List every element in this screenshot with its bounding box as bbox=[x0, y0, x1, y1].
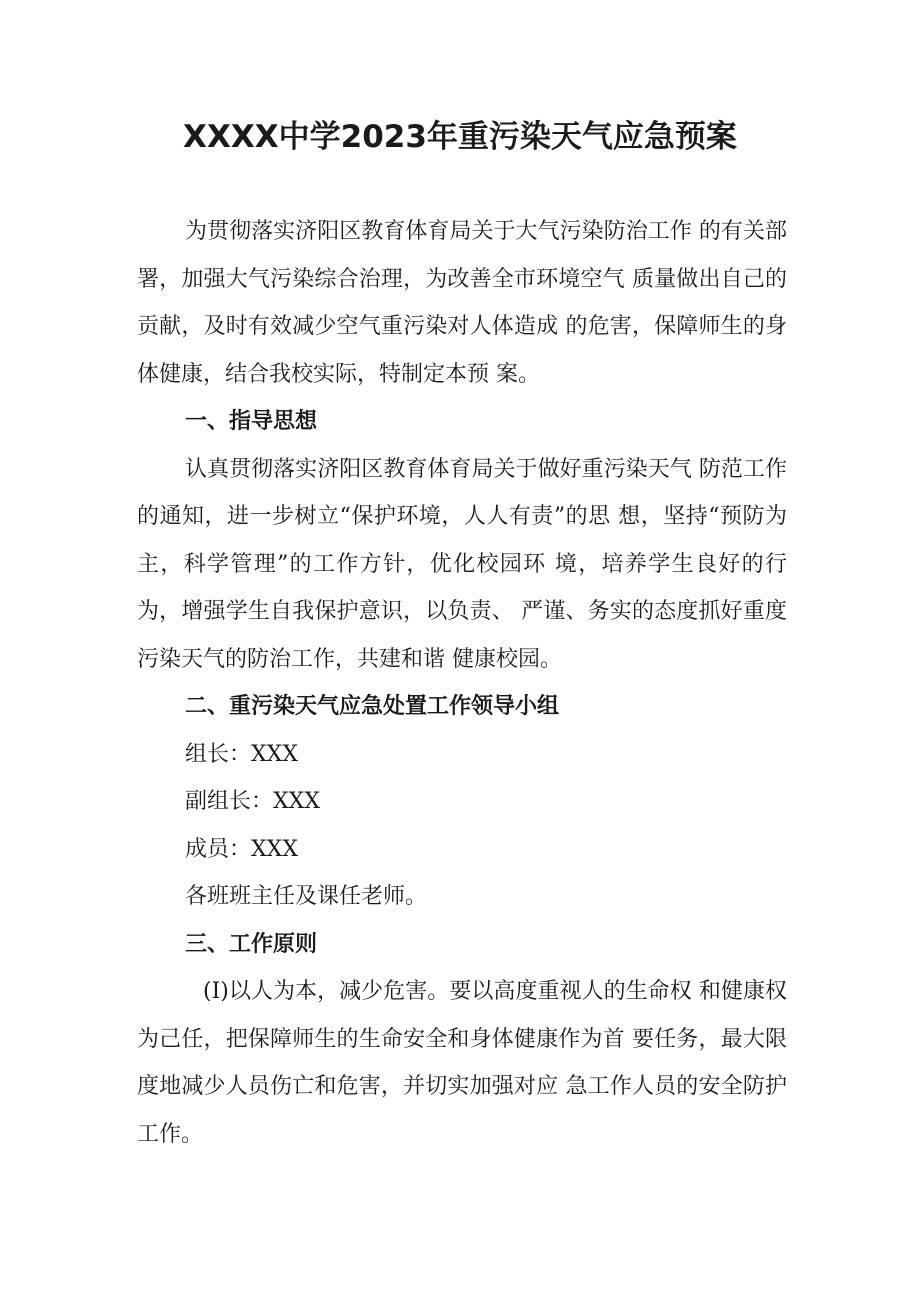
members-line: 成员：XXX bbox=[185, 836, 298, 862]
intro-paragraph: 为贯彻落实济阳区教育体育局关于大气污染防治工作 的有关部署，加强大气污染综合治理，为改善全市环境空气 质量做出自己的贡献，及时有效减少空气重污染对人体造成 的危害，保障师生的身体健康，结合我校实际，特制定本预 案。 bbox=[137, 219, 787, 387]
group-leader-line: 组长：XXX bbox=[185, 741, 298, 767]
section-heading-leadership-group: 二、重污染天气应急处置工作领导小组 bbox=[185, 694, 560, 719]
section-heading-work-principles: 三、工作原则 bbox=[185, 931, 318, 957]
teachers-line: 各班班主任及课任老师。 bbox=[185, 884, 428, 909]
document-body bbox=[137, 208, 787, 1158]
guiding-ideology-paragraph: 认真贯彻落实济阳区教育体育局关于做好重污染天气 防范工作的通知，进一步树立“保护环境，人人有责”的思 想，坚持“预防为主，科学管理”的工作方针，优化校园环 境，培养学生良好的行为，增强学生自我保护意识，以负责、 严谨、务实的态度抓好重度污染天气的防治工作，共建和谐 健康校园。 bbox=[137, 456, 787, 672]
deputy-leader-line: 副组长：XXX bbox=[185, 789, 320, 814]
document-title: XXXX中学2023年重污染天气应急预案 bbox=[183, 119, 737, 155]
section-heading-guiding-ideology: 一、指导思想 bbox=[185, 409, 318, 434]
principle-item-1: (I)以人为本，减少危害。要以高度重视人的生命权 和健康权为己任，把保障师生的生命安全和身体健康作为首 要任务，最大限度地减少人员伤亡和危害，并切实加强对应 急工作人员的安全防护工作。 bbox=[137, 979, 787, 1147]
